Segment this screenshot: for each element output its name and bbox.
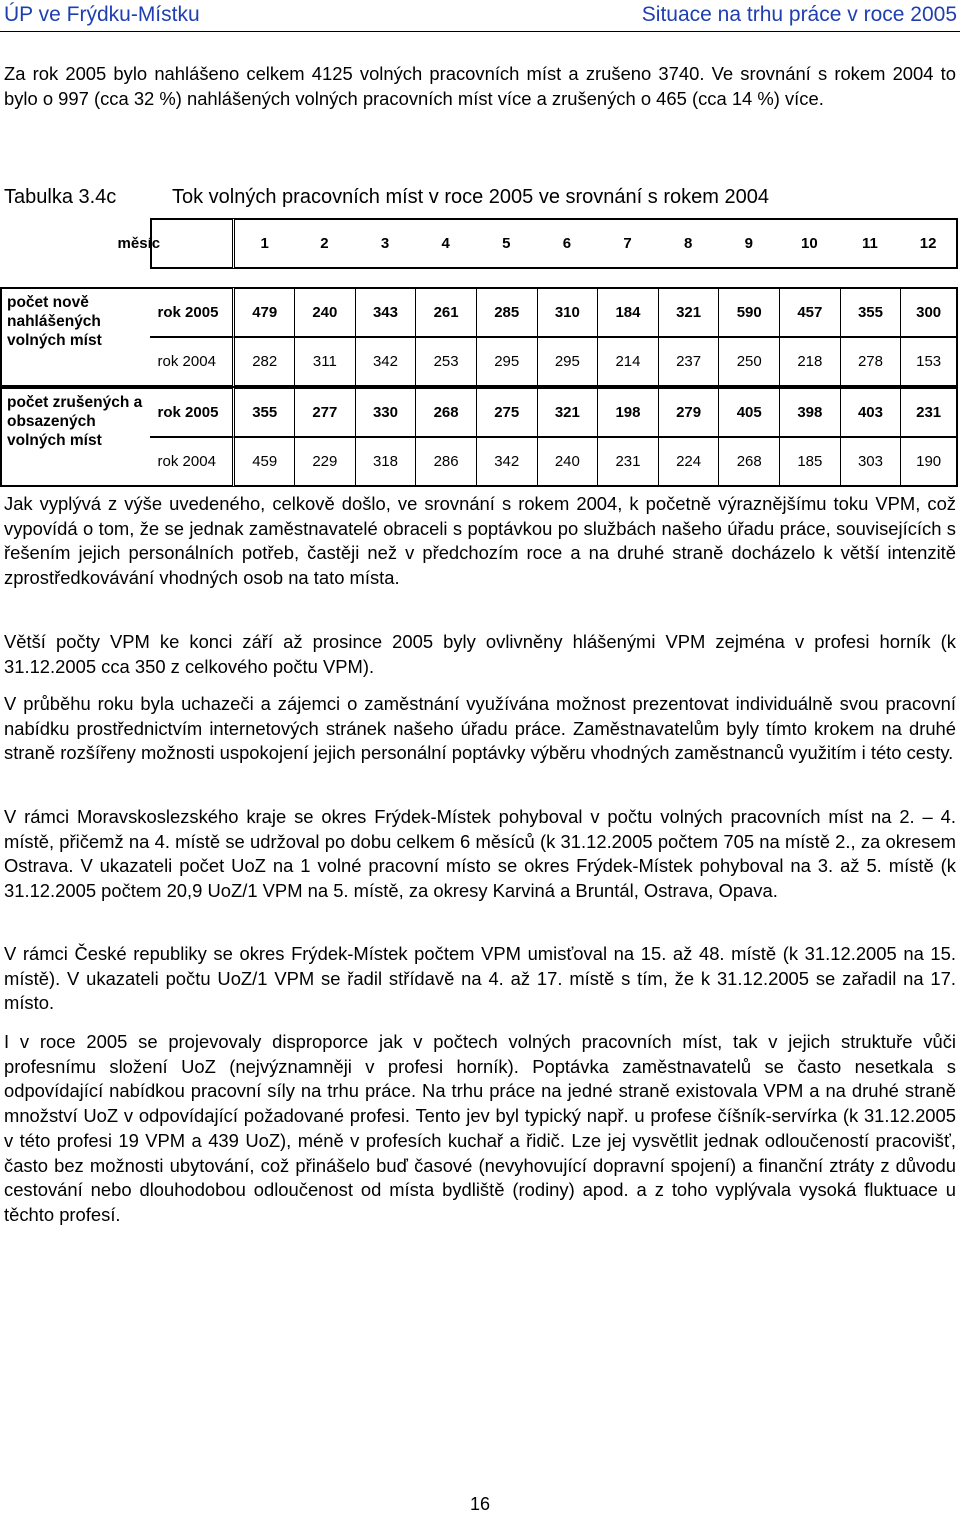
month-4: 4: [415, 218, 476, 269]
month-2: 2: [294, 218, 355, 269]
table-cell: 253: [415, 337, 476, 387]
paragraph-2: Větší počty VPM ke konci září až prosince 2005 byly ovlivněny hlášenými VPM zejména v profesi horník (k 31.12.2005 cca 350 z celkového počtu VPM).: [4, 631, 956, 677]
table-cell: 459: [232, 437, 294, 487]
paragraph-1: Jak vyplývá z výše uvedeného, celkově došlo, ve srovnání s rokem 2004, k početně výraznějšímu toku VPM, což vypovídá o tom, že se jednak zaměstnavatelé obraceli s poptávkou po službách našeho úřadu práce, souvisejících s řešením jejich personálních potřeb, častěji než v předchozím roce a na druhé straně docházelo k větší intenzitě zprostředkovávání vhodných osob na tato místa.: [4, 493, 956, 589]
paragraph-4: V rámci Moravskoslezského kraje se okres Frýdek-Místek pohyboval v počtu volných pracovních míst na 2. – 4. místě, přičemž na 4. místě se udržoval po dobu celkem 6 měsíců (k 31.12.2005 počtem 705 na místě 2., za okresem Ostrava. V ukazateli počet UoZ na 1 volné pracovní místo se okres Frýdek-Místek pohyboval na 3. až 5. místě (k 31.12.2005 počtem 20,9 UoZ/1 VPM na 5. místě, za okresy Karviná a Bruntál, Ostrava, Opava.: [4, 806, 956, 902]
table-cell: 403: [840, 387, 901, 437]
table-cell: 240: [537, 437, 598, 487]
paragraph-5: V rámci České republiky se okres Frýdek-Místek počtem VPM umisťoval na 15. až 48. místě (k 31.12.2005 na 15. místě). V ukazateli počtu UoZ/1 VPM se řadil střídavě na 4. až 17. místě s tím, že k 31.12.2005 se zařadil na 17. místo.: [4, 943, 956, 1014]
table-cell: 268: [415, 387, 476, 437]
month-8: 8: [658, 218, 719, 269]
table-cell: 229: [294, 437, 355, 487]
table-cell: 355: [232, 387, 294, 437]
table-cell: 153: [900, 337, 958, 387]
table-cell: 198: [597, 387, 658, 437]
month-9: 9: [718, 218, 779, 269]
page-number: 16: [470, 1494, 491, 1514]
table-cell: 457: [779, 287, 840, 337]
month-6: 6: [537, 218, 598, 269]
vacancy-flow-table: [0, 218, 958, 487]
row-year: rok 2005: [150, 387, 233, 437]
table-cell: 310: [537, 287, 598, 337]
table-cell: 343: [355, 287, 416, 337]
month-3: 3: [355, 218, 416, 269]
month-7: 7: [597, 218, 658, 269]
table-cell: 321: [537, 387, 598, 437]
table-cell: 321: [658, 287, 719, 337]
month-10: 10: [779, 218, 840, 269]
table-cell: 342: [355, 337, 416, 387]
intro-paragraph: Za rok 2005 bylo nahlášeno celkem 4125 volných pracovních míst a zrušeno 3740. Ve srovnání s rokem 2004 to bylo o 997 (cca 32 %) nahlášených volných pracovních míst více a zrušených o 465 (cca 14 %) více.: [4, 63, 956, 109]
table-cell: 184: [597, 287, 658, 337]
table-cell: 218: [779, 337, 840, 387]
month-header-row: [0, 218, 958, 269]
table-cell: 231: [597, 437, 658, 487]
table-cell: 275: [476, 387, 537, 437]
page-header: [0, 0, 960, 30]
table-cell: 330: [355, 387, 416, 437]
table-cell: 278: [840, 337, 901, 387]
table-cell: 237: [658, 337, 719, 387]
table-cell: 300: [900, 287, 958, 337]
month-11: 11: [840, 218, 901, 269]
table-cell: 295: [537, 337, 598, 387]
table-cell: 250: [718, 337, 779, 387]
table-cell: 342: [476, 437, 537, 487]
row-year: rok 2004: [150, 437, 233, 487]
table-caption-label: Tabulka 3.4c: [4, 186, 117, 208]
month-5: 5: [476, 218, 537, 269]
table-cell: 286: [415, 437, 476, 487]
table-cell: 190: [900, 437, 958, 487]
month-header-label: měsíc: [117, 235, 161, 252]
table-cell: 279: [658, 387, 719, 437]
table-cell: 214: [597, 337, 658, 387]
row-year: rok 2004: [150, 337, 233, 387]
paragraph-3: V průběhu roku byla uchazeči a zájemci o zaměstnání využívána možnost prezentovat individuálně svou pracovní nabídku prostřednictvím internetových stránek našeho úřadu práce. Zaměstnavatelům byly tímto krokem na druhé straně rozšířeny možnosti uspokojení jejich personální poptávky výběru vhodných zaměstnanců využitím i této cesty.: [4, 693, 956, 764]
table-cell: 282: [232, 337, 294, 387]
table-cell: 398: [779, 387, 840, 437]
table-cell: 224: [658, 437, 719, 487]
table-row: [0, 287, 958, 337]
table-row: [0, 387, 958, 437]
table-cell: 311: [294, 337, 355, 387]
table-cell: 240: [294, 287, 355, 337]
row-year: rok 2005: [150, 287, 233, 337]
table-cell: 285: [476, 287, 537, 337]
header-office: ÚP ve Frýdku-Místku: [4, 3, 200, 26]
table-cell: 303: [840, 437, 901, 487]
table-cell: 479: [232, 287, 294, 337]
paragraph-6: I v roce 2005 se projevovaly disproporce jak v počtech volných pracovních míst, tak v jejich struktuře vůči profesnímu složení UoZ (nejvýznamněji v profesi horník). Poptávka zaměstnavatelů se často nesetkala s odpovídající nabídkou pracovní síly na trhu práce. Na trhu práce na jedné straně existovala VPM a na druhé straně množství UoZ v odpovídající požadované profesi. Tento jev byl typický např. u profese číšník-servírka (k 31.12.2005 v této profesi 19 VPM a 439 UoZ), méně v profesích kuchař a řidič. Lze jej vysvětlit jednak odloučeností pracovišť, často bez možnosti ubytování, což přinášelo buď časové (nevyhovující dopravní spojení) a finanční ztráty z důvodu cestování nebo dlouhodobou odloučenost od místa bydliště (rodiny) apod. a z toho vyplývala vysoká fluktuace u těchto profesí.: [4, 1031, 956, 1225]
table-cell: 277: [294, 387, 355, 437]
table-cell: 185: [779, 437, 840, 487]
header-report-title: Situace na trhu práce v roce 2005: [641, 3, 957, 26]
table-cell: 355: [840, 287, 901, 337]
month-12: 12: [900, 218, 958, 269]
group-label-new-vacancies: počet nově nahlášených volných míst: [0, 287, 150, 387]
group-label-closed-vacancies: počet zrušených a obsazených volných míst: [0, 387, 150, 487]
table-cell: 268: [718, 437, 779, 487]
table-cell: 590: [718, 287, 779, 337]
table-cell: 405: [718, 387, 779, 437]
table-cell: 318: [355, 437, 416, 487]
month-1: 1: [232, 218, 294, 269]
table-cell: 231: [900, 387, 958, 437]
table-cell: 261: [415, 287, 476, 337]
table-cell: 295: [476, 337, 537, 387]
header-rule: [0, 31, 960, 32]
table-caption-title: Tok volných pracovních míst v roce 2005 ve srovnání s rokem 2004: [172, 186, 769, 208]
